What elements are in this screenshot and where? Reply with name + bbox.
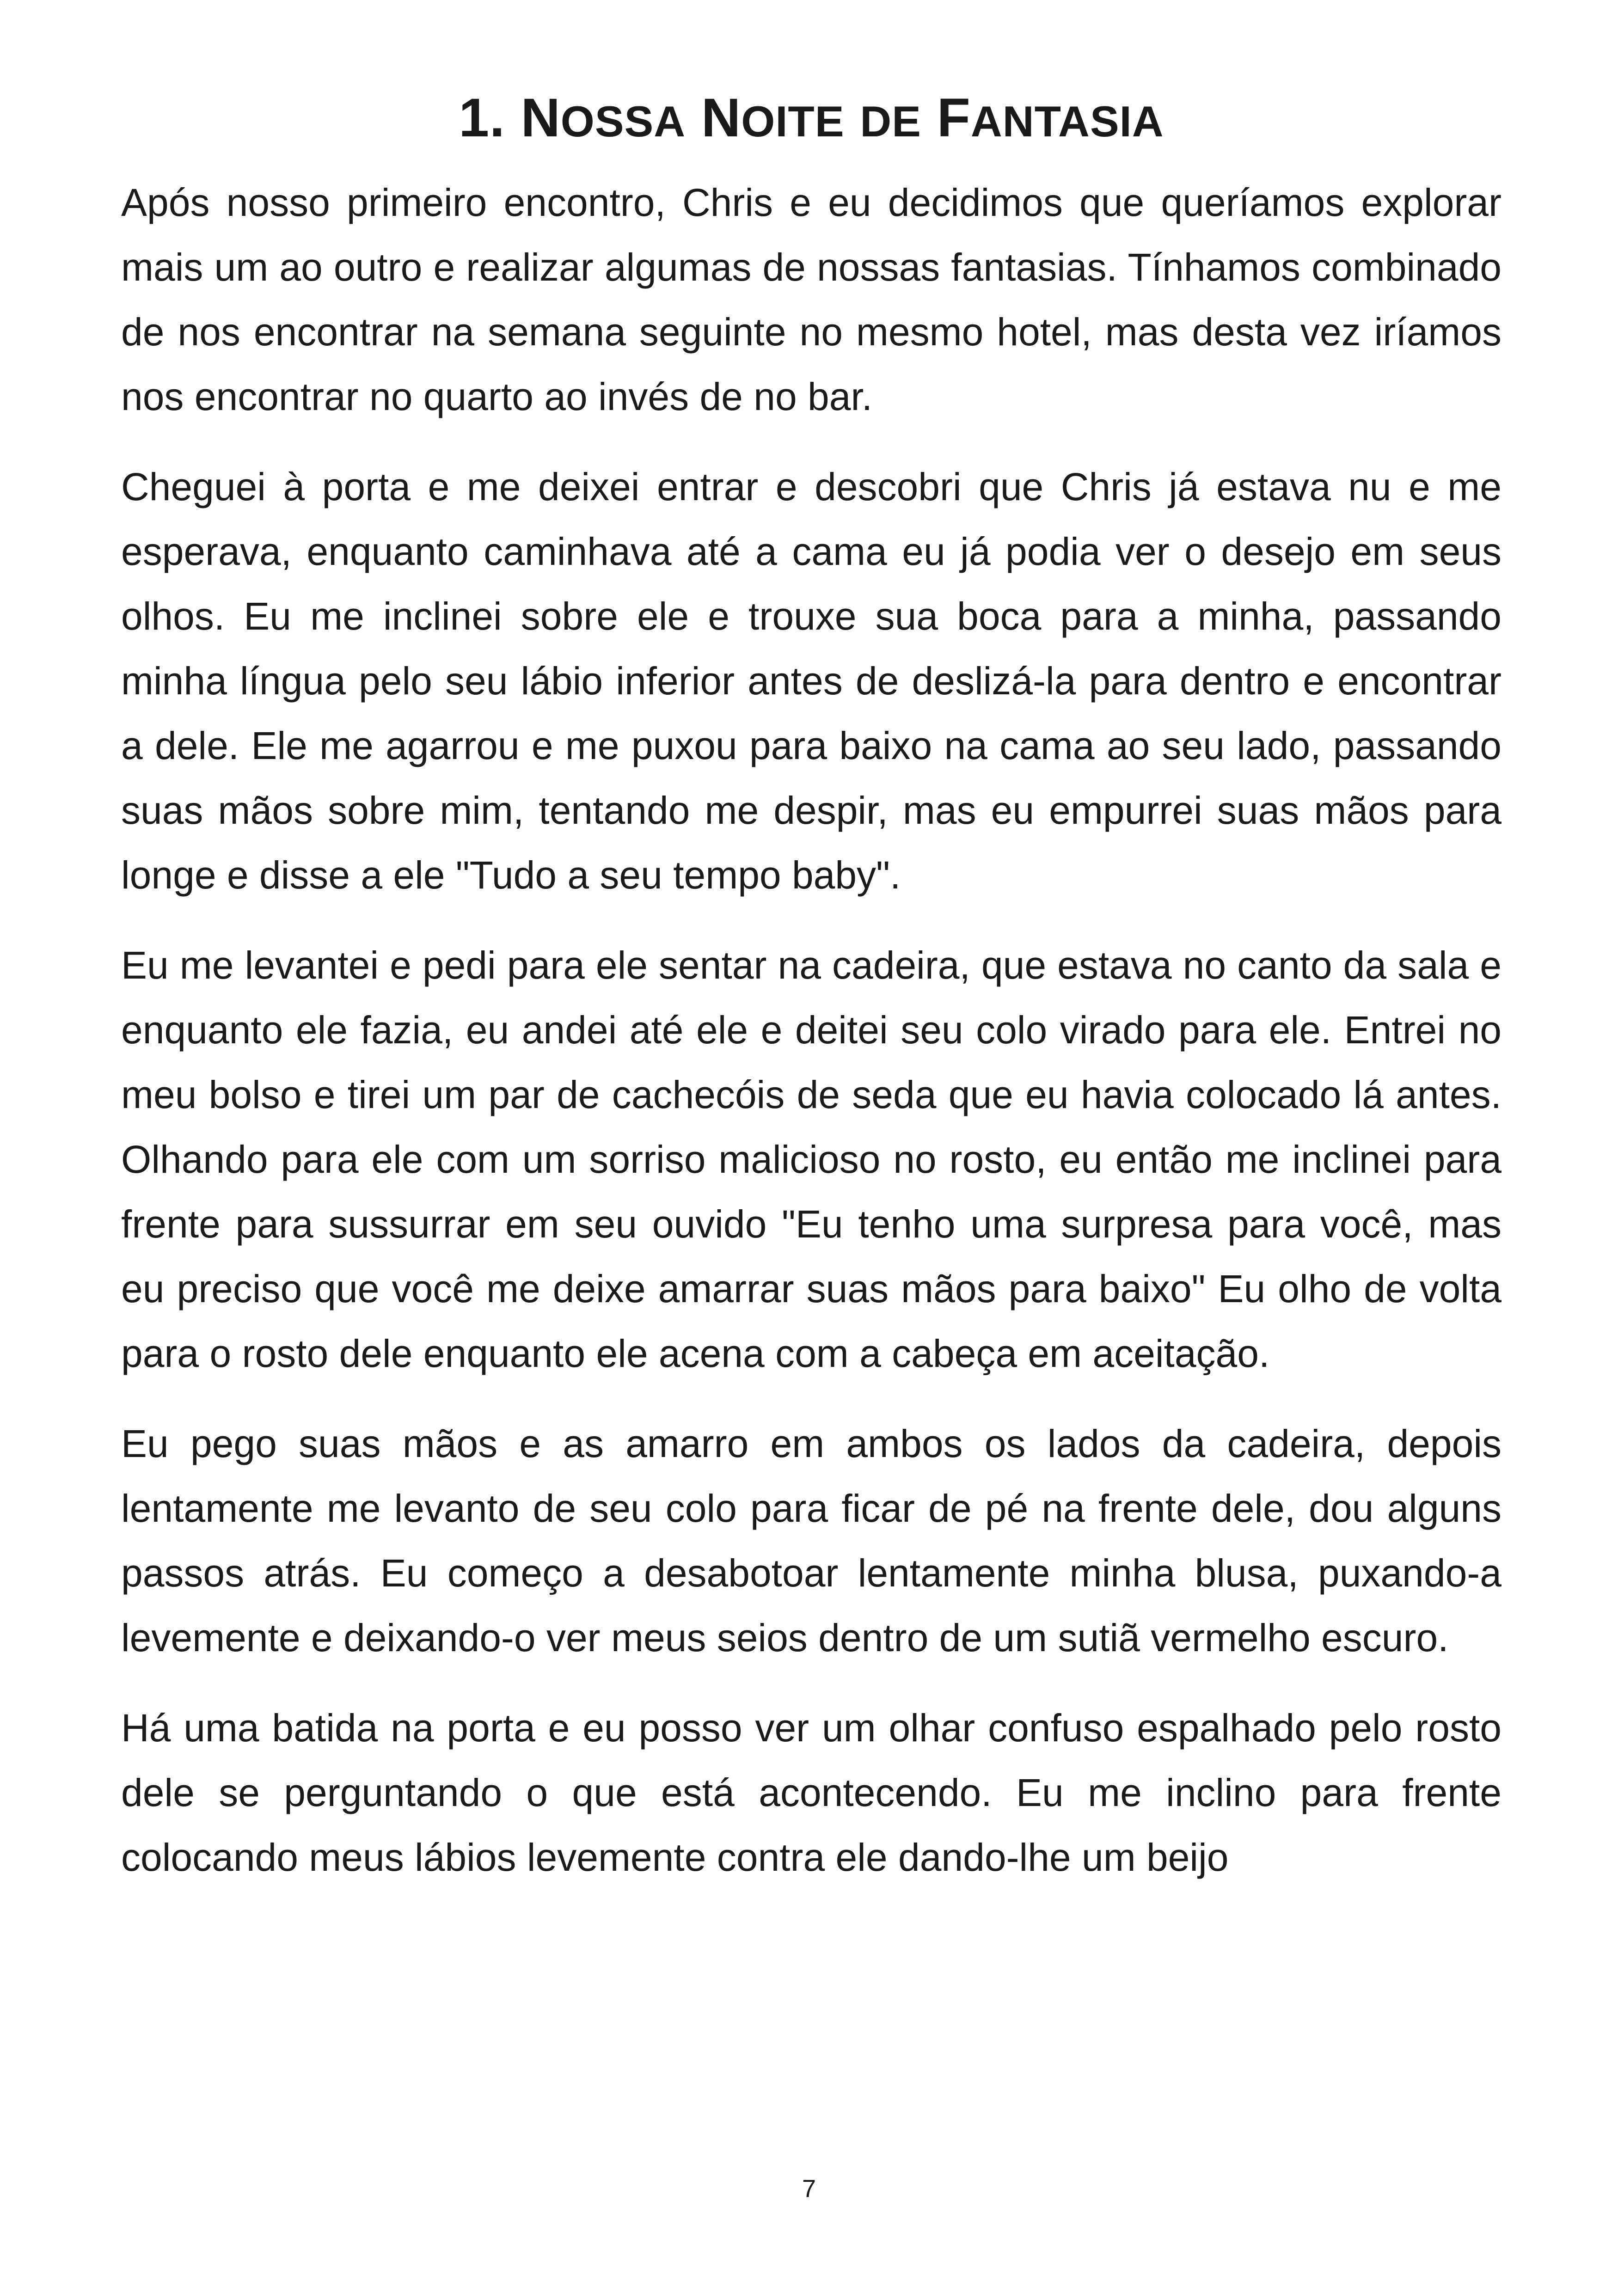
paragraph-1: Após nosso primeiro encontro, Chris e eu decidimos que queríamos explorar mais um ao outro e realizar algumas de nossas fantasias. Tínhamos combinado de nos encontrar na semana seguinte no mesmo hotel, mas desta vez iríamos nos encontrar no quarto ao invés de no bar. xyxy=(121,181,1502,418)
paragraph-3: Eu me levantei e pedi para ele sentar na cadeira, que estava no canto da sala e enquanto ele fazia, eu andei até ele e deitei seu colo virado para ele. Entrei no meu bolso e tirei um par de cachecóis de seda que eu havia colocado lá antes. Olhando para ele com um sorriso malicioso no rosto, eu então me inclinei para frente para sussurrar em seu ouvido "Eu tenho uma surpresa para você, mas eu preciso que você me deixe amarrar suas mãos para baixo" Eu olho de volta para o rosto dele enquanto ele acena com a cabeça em aceitação. xyxy=(121,943,1502,1375)
chapter-title xyxy=(121,83,1502,156)
paragraph-4: Eu pego suas mãos e as amarro em ambos os lados da cadeira, depois lentamente me levanto de seu colo para ficar de pé na frente dele, dou alguns passos atrás. Eu começo a desabotoar lentamente minha blusa, puxando-a levemente e deixando-o ver meus seios dentro de um sutiã vermelho escuro. xyxy=(121,1422,1502,1659)
chapter-number: 1. xyxy=(459,87,505,148)
page-body xyxy=(121,83,1502,1915)
title-word-1: NOSSA xyxy=(521,87,686,148)
title-word-4: FANTASIA xyxy=(937,87,1164,148)
paragraph-5: Há uma batida na porta e eu posso ver um olhar confuso espalhado pelo rosto dele se perguntando o que está acontecendo. Eu me inclino para frente colocando meus lábios levemente contra ele dando-lhe um beijo xyxy=(121,1706,1502,1879)
title-word-3: DE xyxy=(860,97,921,146)
paragraph-2: Cheguei à porta e me deixei entrar e descobri que Chris já estava nu e me esperava, enquanto caminhava até a cama eu já podia ver o desejo em seus olhos. Eu me inclinei sobre ele e trouxe sua boca para a minha, passando minha língua pelo seu lábio inferior antes de deslizá-la para dentro e encontrar a dele. Ele me agarrou e me puxou para baixo na cama ao seu lado, passando suas mãos sobre mim, tentando me despir, mas eu empurrei suas mãos para longe e disse a ele "Tudo a seu tempo baby". xyxy=(121,465,1502,897)
page-number: 7 xyxy=(802,2175,816,2203)
title-word-2: NOITE xyxy=(701,87,845,148)
